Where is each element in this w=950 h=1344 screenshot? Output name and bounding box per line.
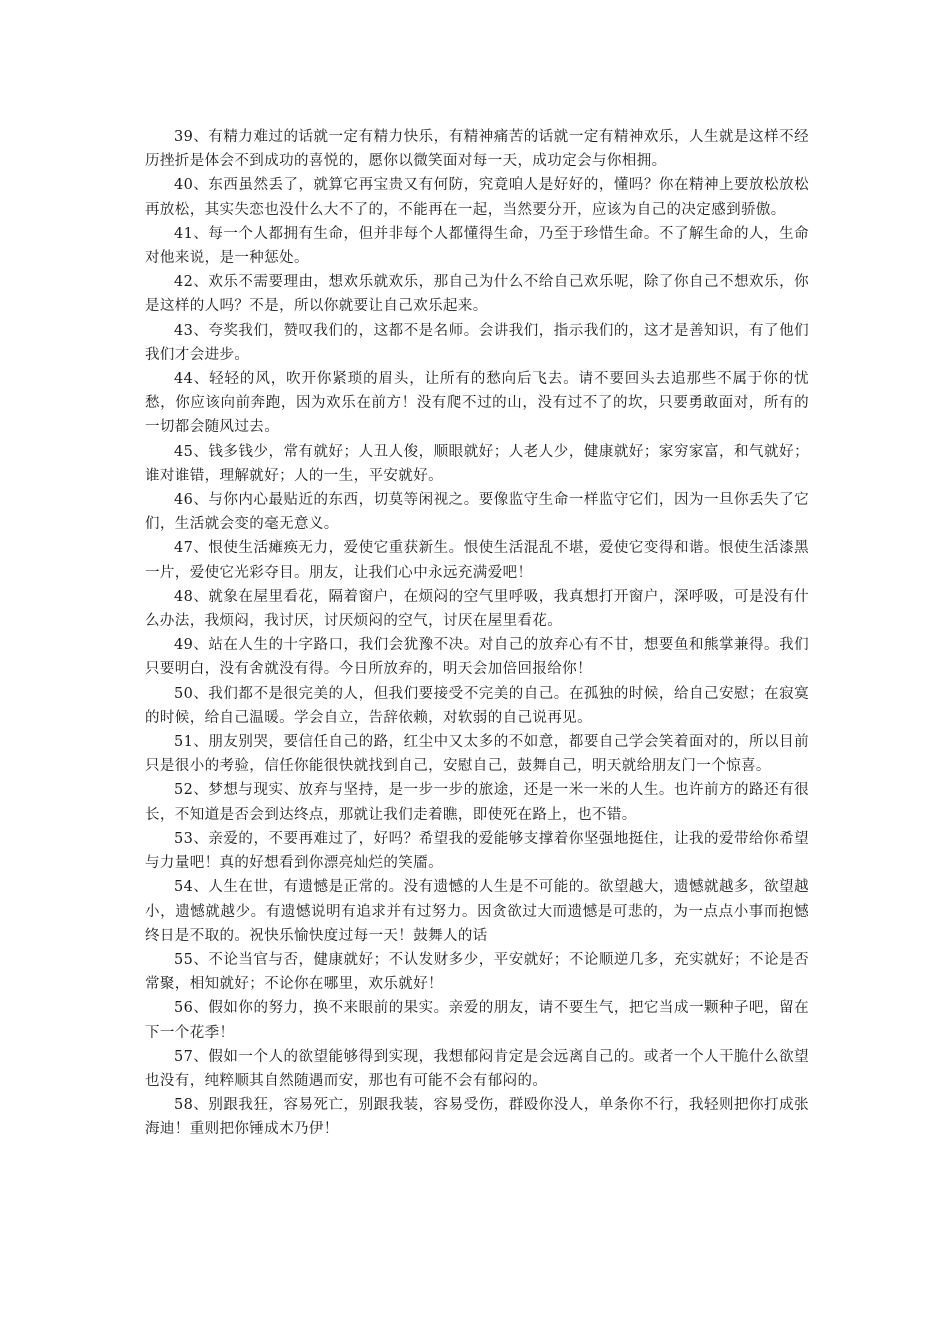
paragraph-53: 53、亲爱的，不要再难过了，好吗？希望我的爱能够支撑着你坚强地挺住，让我的爱带给你希望与力量吧！真的好想看到你漂亮灿烂的笑靥。 xyxy=(145,830,809,872)
paragraph-42: 42、欢乐不需要理由，想欢乐就欢乐，那自己为什么不给自己欢乐呢，除了你自己不想欢乐，你是这样的人吗？不是，所以你就要让自己欢乐起来。 xyxy=(145,274,809,315)
paragraph-51: 51、朋友别哭，要信任自己的路，红尘中又太多的不如意，都要自己学会笑着面对的，所以目前只是很小的考验，信任你能很快就找到自己，安慰自己，鼓舞自己，明天就给朋友门一个惊喜。 xyxy=(145,734,809,775)
paragraph-49: 49、站在人生的十字路口，我们会犹豫不决。对自己的放弃心有不甘，想要鱼和熊掌兼得。我们只要明白，没有舍就没有得。今日所放弃的，明天会加倍回报给你！ xyxy=(145,637,809,678)
paragraph-39: 39、有精力难过的话就一定有精力快乐，有精神痛苦的话就一定有精神欢乐，人生就是这样不经历挫折是体会不到成功的喜悦的，愿你以微笑面对每一天，成功定会与你相拥。 xyxy=(145,129,809,170)
paragraph-57: 57、假如一个人的欲望能够得到实现，我想郁闷肯定是会远离自己的。或者一个人干脆什么欲望也没有，纯粹顺其自然随遇而安，那也有可能不会有郁闷的。 xyxy=(145,1048,809,1089)
paragraph-44: 44、轻轻的风，吹开你紧琐的眉头，让所有的愁向后飞去。请不要回头去追那些不属于你的忧愁，你应该向前奔跑，因为欢乐在前方！没有爬不过的山，没有过不了的坎，只要勇敢面对，所有的一切都会随风过去。 xyxy=(145,371,809,436)
document-body xyxy=(145,125,809,1142)
paragraph-48: 48、就象在屋里看花，隔着窗户，在烦闷的空气里呼吸，我真想打开窗户，深呼吸，可是没有什么办法，我烦闷，我讨厌，讨厌烦闷的空气，讨厌在屋里看花。 xyxy=(145,588,809,630)
paragraph-54: 54、人生在世，有遗憾是正常的。没有遗憾的人生是不可能的。欲望越大，遗憾就越多，欲望越小，遗憾就越少。有遗憾说明有追求并有过努力。因贪欲过大而遗憾是可悲的，为一点点小事而抱憾终日是不取的。祝快乐愉快度过每一天！鼓舞人的话 xyxy=(145,879,809,944)
paragraph-56: 56、假如你的努力，换不来眼前的果实。亲爱的朋友，请不要生气，把它当成一颗种子吧，留在下一个花季！ xyxy=(145,1000,809,1041)
paragraph-52: 52、梦想与现实、放弃与坚持，是一步一步的旅途，还是一米一米的人生。也许前方的路还有很长，不知道是否会到达终点，那就让我们走着瞧，即使死在路上，也不错。 xyxy=(145,782,809,823)
paragraph-45: 45、钱多钱少，常有就好；人丑人俊，顺眼就好；人老人少，健康就好；家穷家富，和气就好；谁对谁错，理解就好；人的一生，平安就好。 xyxy=(145,443,809,484)
paragraph-43: 43、夸奖我们，赞叹我们的，这都不是名师。会讲我们，指示我们的，这才是善知识，有了他们我们才会进步。 xyxy=(145,322,809,363)
paragraph-55: 55、不论当官与否，健康就好；不认发财多少，平安就好；不论顺逆几多，充实就好；不论是否常聚，相知就好；不论你在哪里，欢乐就好！ xyxy=(145,951,809,993)
paragraph-50: 50、我们都不是很完美的人，但我们要接受不完美的自己。在孤独的时候，给自己安慰；在寂寞的时候，给自己温暖。学会自立，告辞依赖，对软弱的自己说再见。 xyxy=(145,685,809,726)
paragraph-40: 40、东西虽然丢了，就算它再宝贵又有何防，究竟咱人是好好的，懂吗？你在精神上要放松放松再放松，其实失恋也没什么大不了的，不能再在一起，当然要分开，应该为自己的决定感到骄傲。 xyxy=(145,177,809,218)
paragraph-58: 58、别跟我狂，容易死亡，别跟我装，容易受伤，群殴你没人，单条你不行，我轻则把你打成张海迪！重则把你锤成木乃伊！ xyxy=(145,1097,809,1138)
paragraph-46: 46、与你内心最贴近的东西，切莫等闲视之。要像监守生命一样监守它们，因为一旦你丢失了它们，生活就会变的毫无意义。 xyxy=(145,492,809,533)
paragraph-47: 47、恨使生活瘫痪无力，爱使它重获新生。恨使生活混乱不堪，爱使它变得和谐。恨使生活漆黑一片，爱使它光彩夺目。朋友，让我们心中永远充满爱吧！ xyxy=(145,540,809,581)
paragraph-41: 41、每一个人都拥有生命，但并非每个人都懂得生命，乃至于珍惜生命。不了解生命的人，生命对他来说，是一种惩处。 xyxy=(145,225,809,267)
